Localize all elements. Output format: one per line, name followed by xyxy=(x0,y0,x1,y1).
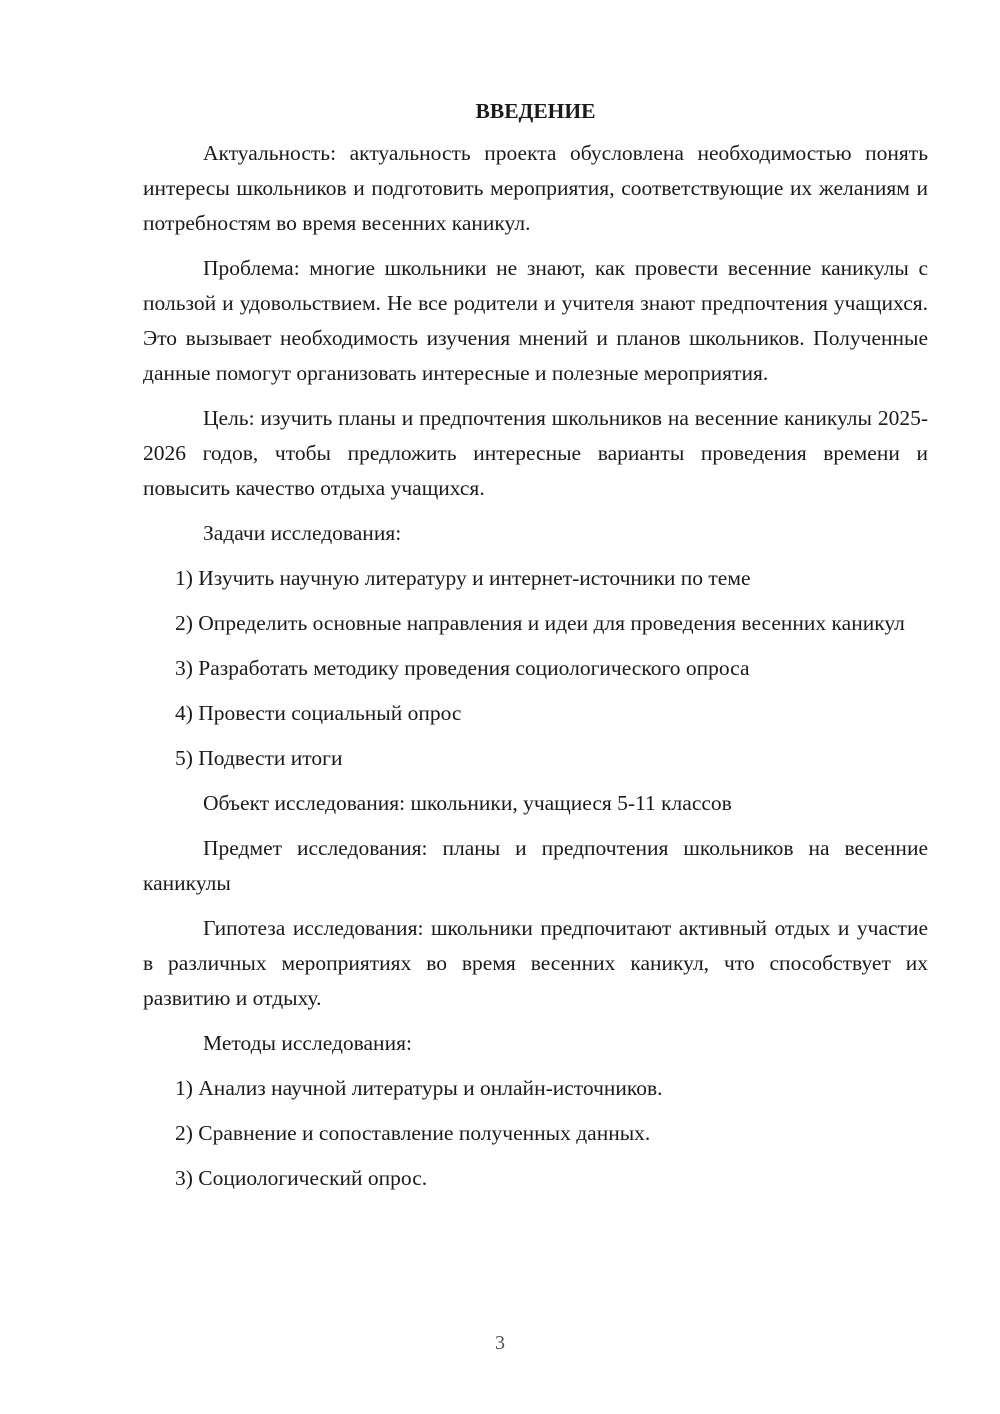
section-title: ВВЕДЕНИЕ xyxy=(475,99,596,123)
relevance-paragraph: Актуальность: актуальность проекта обусловлена необходимостью понять интересы школьников и подготовить мероприятия, соответствующие их желаниям и потребностям во время весенних каникул. xyxy=(143,141,928,235)
goal-paragraph: Цель: изучить планы и предпочтения школьников на весенние каникулы 2025-2026 годов, чтобы предложить интересные варианты проведения времени и повысить качество отдыха учащихся. xyxy=(143,406,928,500)
tasks-heading: Задачи исследования: xyxy=(203,521,402,545)
task-item: 3) Разработать методику проведения социологического опроса xyxy=(175,656,750,680)
method-item: 3) Социологический опрос. xyxy=(175,1166,428,1190)
subject-paragraph: Предмет исследования: планы и предпочтения школьников на весенние каникулы xyxy=(143,836,928,895)
hypothesis-paragraph: Гипотеза исследования: школьники предпочитают активный отдых и участие в различных мероприятиях во время весенних каникул, что способствует их развитию и отдыху. xyxy=(143,916,928,1010)
task-item: 4) Провести социальный опрос xyxy=(175,701,462,725)
problem-paragraph: Проблема: многие школьники не знают, как провести весенние каникулы с пользой и удовольствием. Не все родители и учителя знают предпочтения учащихся. Это вызывает необходимость изучения мнений и планов школьников. Полученные данные помогут организовать интересные и полезные мероприятия. xyxy=(143,256,928,385)
task-item: 2) Определить основные направления и идеи для проведения весенних каникул xyxy=(175,611,905,635)
task-item: 1) Изучить научную литературу и интернет-источники по теме xyxy=(175,566,751,590)
page-number: 3 xyxy=(495,1332,505,1354)
methods-heading: Методы исследования: xyxy=(203,1031,412,1055)
method-item: 1) Анализ научной литературы и онлайн-источников. xyxy=(175,1076,663,1100)
method-item: 2) Сравнение и сопоставление полученных данных. xyxy=(175,1121,651,1145)
object-paragraph: Объект исследования: школьники, учащиеся 5-11 классов xyxy=(203,791,732,815)
document-page xyxy=(143,96,928,1206)
task-item: 5) Подвести итоги xyxy=(175,746,343,770)
